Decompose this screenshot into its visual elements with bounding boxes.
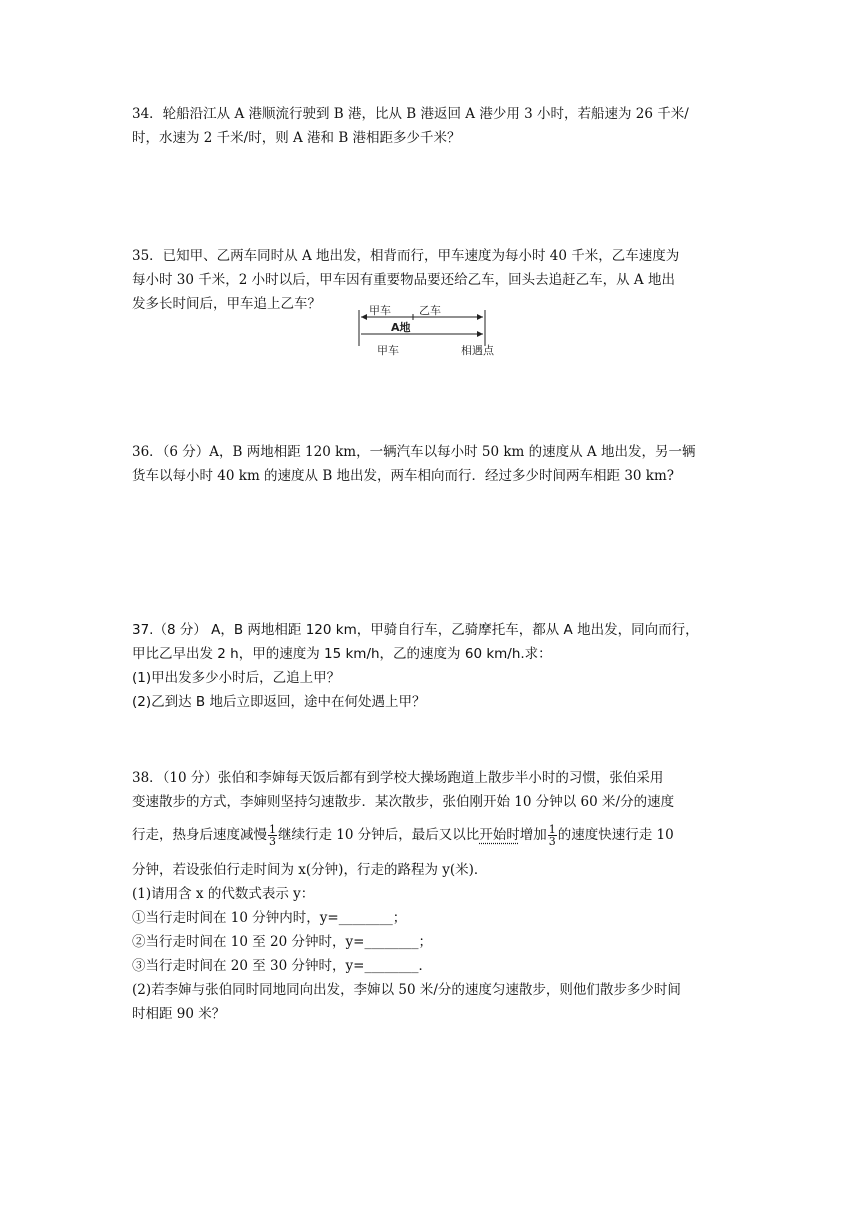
q35-line-1: 35．已知甲、乙两车同时从 A 地出发，相背而行，甲车速度为每小时 40 千米，乙车速度为: [132, 248, 680, 264]
diagram-label-top-right: 乙车: [419, 304, 441, 317]
fraction-numerator: 1: [269, 823, 276, 836]
fraction-denominator-2: 3: [548, 835, 556, 848]
diagram-label-top-left: 甲车: [369, 304, 391, 317]
q37-line-2: 甲比乙早出发 2 h，甲的速度为 15 km/h，乙的速度为 60 km/h.求：: [132, 646, 552, 662]
question-34: [132, 102, 732, 150]
q38-line-4: 分钟，若设张伯行走时间为 x(分钟)，行走的路程为 y(米)．: [132, 862, 488, 878]
q37-sub-1: (1)甲出发多少小时后，乙追上甲？: [132, 670, 341, 686]
diagram-left-arrowhead: [361, 314, 367, 320]
diagram-right-arrowhead: [477, 314, 483, 320]
diagram-label-middle: A地: [391, 321, 411, 334]
q38-sub-2-line-1: (2)若李婶与张伯同时同地同向出发，李婶以 50 米/分的速度匀速散步，则他们散步多少时间: [132, 982, 681, 998]
diagram-label-bottom-right: 相遇点: [461, 344, 494, 357]
q35-line-2: 每小时 30 千米，2 小时以后，甲车因有重要物品要还给乙车，回头去追赶乙车，从 A 地出: [132, 272, 675, 288]
q35-diagram: [355, 304, 515, 364]
q35-line-3: 发多长时间后，甲车追上乙车？: [132, 296, 321, 312]
question-36: [132, 440, 732, 488]
q38-case-1: ①当行走时间在 10 分钟内时，y=________；: [132, 910, 407, 926]
q38-line-3-a: 行走，热身后速度减慢: [132, 827, 267, 843]
q38-line-2: 变速散步的方式，李婶则坚持匀速散步．某次散步，张伯刚开始 10 分钟以 60 米/分的速度: [132, 794, 675, 810]
q34-line-2: 时，水速为 2 千米/时，则 A 港和 B 港相距多少千米？: [132, 130, 461, 146]
question-37: [132, 618, 732, 714]
q38-line-3-e: 的速度快速行走 10: [557, 827, 674, 843]
q38-case-3: ③当行走时间在 20 至 30 分钟时，y=________．: [132, 958, 432, 974]
q38-line-3: [132, 818, 732, 852]
q37-sub-2: (2)乙到达 B 地后立即返回，途中在何处遇上甲？: [132, 694, 426, 710]
q38-line-3-d: 增加: [519, 827, 547, 843]
q34-line-1: 34．轮船沿江从 A 港顺流行驶到 B 港，比从 B 港返回 A 港少用 3 小时，若船速为 26 千米/: [132, 106, 689, 122]
q38-line-1: 38．（10 分）张伯和李婶每天饭后都有到学校大操场跑道上散步半小时的习惯，张伯采用: [132, 770, 664, 786]
q38-sub-2-line-2: 时相距 90 米？: [132, 1006, 226, 1022]
q38-line-3-emphasis: 开始时: [479, 827, 520, 843]
fraction-one-third-2: [548, 824, 557, 847]
question-38: [132, 766, 732, 1026]
fraction-numerator-2: 1: [548, 823, 556, 836]
q38-line-3-b: 继续行走 10 分钟后，最后又以比: [278, 827, 480, 843]
q36-line-2: 货车以每小时 40 km 的速度从 B 地出发，两车相向而行．经过多少时间两车相距 30 km?: [132, 468, 675, 484]
q38-case-2: ②当行走时间在 10 至 20 分钟时，y=________；: [132, 934, 432, 950]
q38-sub-1: (1)请用含 x 的代数式表示 y：: [132, 886, 315, 902]
fraction-one-third: [268, 824, 277, 847]
q35-diagram-svg: [355, 304, 515, 364]
q36-line-1: 36．（6 分）A，B 两地相距 120 km，一辆汽车以每小时 50 km 的速度从 A 地出发，另一辆: [132, 444, 696, 460]
diagram-bottom-arrowhead: [477, 331, 483, 337]
diagram-label-bottom-left: 甲车: [377, 344, 399, 357]
q37-line-1: 37.（8 分） A，B 两地相距 120 km，甲骑自行车，乙骑摩托车，都从 A 地出发，同向而行，: [132, 622, 699, 638]
fraction-denominator: 3: [269, 835, 276, 848]
